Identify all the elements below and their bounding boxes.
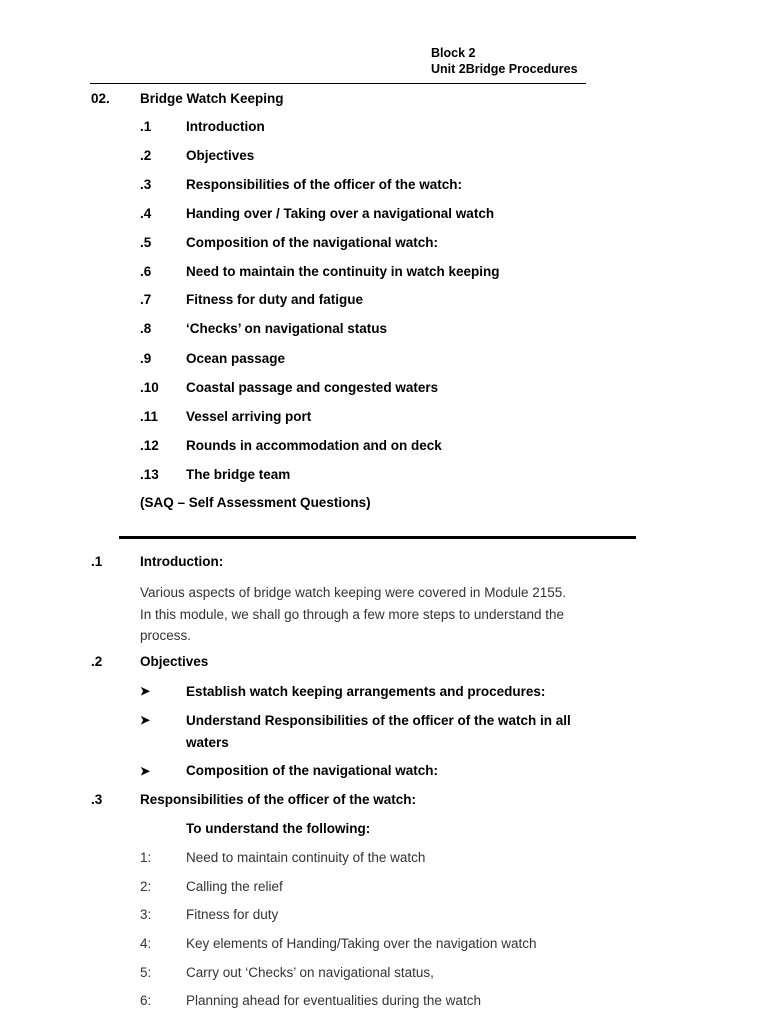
list-item-text: Fitness for duty — [186, 907, 279, 922]
arrowhead-bullet-icon: ➤ — [140, 764, 151, 778]
section-divider — [119, 536, 636, 539]
toc-item-number: .11 — [140, 409, 159, 424]
section-title: Objectives — [140, 654, 209, 669]
toc-item-text: Vessel arriving port — [186, 409, 312, 424]
toc-item-text: Rounds in accommodation and on deck — [186, 438, 442, 453]
toc-item-number: .1 — [140, 119, 152, 134]
objective-bullet: Establish watch keeping arrangements and procedures: — [186, 684, 546, 699]
objective-bullet: Understand Responsibilities of the officer of the watch in all waters — [186, 713, 571, 750]
document-header — [431, 45, 578, 77]
list-item-text: Key elements of Handing/Taking over the navigation watch — [186, 936, 537, 951]
list-item-number: 5: — [140, 965, 152, 980]
list-item-number: 6: — [140, 993, 152, 1008]
toc-item-number: .4 — [140, 206, 152, 221]
toc-item-number: .6 — [140, 264, 152, 279]
introduction-paragraph: Various aspects of bridge watch keeping were covered in Module 2155. In this module, we shall go through a few more steps to understand the process. — [140, 585, 567, 643]
list-item-text: Calling the relief — [186, 879, 283, 894]
toc-item-text: Coastal passage and congested waters — [186, 380, 439, 395]
arrowhead-bullet-icon: ➤ — [140, 684, 151, 698]
toc-item-text: Introduction — [186, 119, 265, 134]
toc-item-number: .9 — [140, 351, 152, 366]
header-divider — [90, 83, 586, 84]
list-item-text: Planning ahead for eventualities during the watch — [186, 993, 481, 1008]
toc-item-text: Handing over / Taking over a navigational watch — [186, 206, 495, 221]
toc-heading-title: Bridge Watch Keeping — [140, 91, 284, 106]
toc-item-number: .3 — [140, 177, 152, 192]
toc-item-number: .10 — [140, 380, 159, 395]
section-number: .2 — [91, 654, 103, 669]
section-title: Responsibilities of the officer of the watch: — [140, 792, 417, 807]
toc-item-text: Objectives — [186, 148, 255, 163]
section-number: .1 — [91, 554, 103, 569]
list-item-number: 3: — [140, 907, 152, 922]
toc-item-number: .2 — [140, 148, 152, 163]
toc-item-text: The bridge team — [186, 467, 291, 482]
header-block: Block 2 — [431, 46, 476, 60]
toc-item-text: Ocean passage — [186, 351, 286, 366]
section-title: Introduction: — [140, 554, 224, 569]
toc-saq-note: (SAQ – Self Assessment Questions) — [140, 495, 371, 510]
section-number: .3 — [91, 792, 103, 807]
toc-item-text: Responsibilities of the officer of the watch: — [186, 177, 463, 192]
list-item-text: Carry out ‘Checks’ on navigational status, — [186, 965, 434, 980]
list-item-number: 4: — [140, 936, 152, 951]
toc-item-number: .5 — [140, 235, 152, 250]
objective-bullet: Composition of the navigational watch: — [186, 763, 439, 778]
toc-item-text: Composition of the navigational watch: — [186, 235, 439, 250]
toc-item-text: Need to maintain the continuity in watch keeping — [186, 264, 500, 279]
arrowhead-bullet-icon: ➤ — [140, 713, 151, 727]
toc-item-text: Fitness for duty and fatigue — [186, 292, 364, 307]
toc-item-number: .8 — [140, 321, 152, 336]
list-item-number: 2: — [140, 879, 152, 894]
header-unit: Unit 2Bridge Procedures — [431, 62, 578, 76]
toc-item-number: .12 — [140, 438, 159, 453]
list-item-text: Need to maintain continuity of the watch — [186, 850, 426, 865]
list-item-number: 1: — [140, 850, 152, 865]
toc-heading-number: 02. — [91, 91, 110, 106]
toc-item-text: ‘Checks’ on navigational status — [186, 321, 388, 336]
toc-item-number: .7 — [140, 292, 152, 307]
section-subtitle: To understand the following: — [186, 821, 371, 836]
toc-item-number: .13 — [140, 467, 159, 482]
